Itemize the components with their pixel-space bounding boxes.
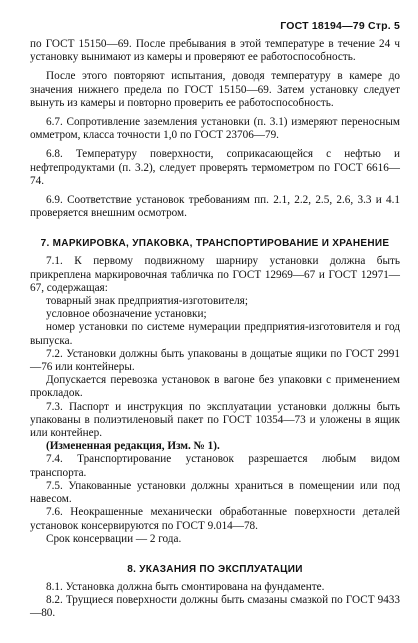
paragraph: 8.1. Установка должна быть смонтирована на фундаменте. bbox=[46, 580, 325, 593]
section-8-body bbox=[30, 581, 400, 621]
paragraph: условное обозначение установки; bbox=[46, 308, 207, 321]
paragraph: (Измененная редакция, Изм. № 1). bbox=[46, 440, 220, 453]
paragraph: по ГОСТ 15150—69. После пребывания в этой температуре в течение 24 ч установку вынимают из камеры и проверяют ее работоспособность. bbox=[30, 38, 400, 64]
paragraph: 7.6. Неокрашенные механически обработанные поверхности деталей установок консервируются по ГОСТ 9.014—78. bbox=[30, 506, 400, 532]
paragraph: 6.7. Сопротивление заземления установки (п. 3.1) измеряют переносным омметром, класса точности 1,0 по ГОСТ 23706—79. bbox=[30, 116, 400, 142]
paragraph: 6.9. Соответствие установок требованиям пп. 2.1, 2.2, 2.5, 2.6, 3.3 и 4.1 проверяется внешним осмотром. bbox=[30, 194, 400, 220]
paragraph: Допускается перевозка установок в вагоне без упаковки с применением прокладок. bbox=[30, 374, 400, 400]
paragraph: товарный знак предприятия-изготовителя; bbox=[46, 295, 248, 308]
paragraph: 7.2. Установки должны быть упакованы в дощатые ящики по ГОСТ 2991—76 или контейнеры. bbox=[30, 347, 400, 374]
paragraph: 7.5. Упакованные установки должны храниться в помещении или под навесом. bbox=[30, 479, 400, 506]
section-6-continuation bbox=[30, 38, 400, 220]
section-7-body bbox=[30, 255, 400, 545]
paragraph: Срок консервации — 2 года. bbox=[46, 532, 182, 545]
paragraph: 7.1. К первому подвижному шарниру установки должна быть прикреплена маркировочная табличка по ГОСТ 12969—67 и ГОСТ 12971—67, содержащая: bbox=[30, 255, 400, 294]
section-8-heading: 8. УКАЗАНИЯ ПО ЭКСПЛУАТАЦИИ bbox=[127, 563, 303, 575]
paragraph: 7.3. Паспорт и инструкция по эксплуатации установки должны быть упакованы в полиэтиленовый пакет по ГОСТ 10354—73 и уложены в ящик или контейнер. bbox=[30, 400, 400, 440]
paragraph: 8.2. Трущиеся поверхности должны быть смазаны смазкой по ГОСТ 9433—80. bbox=[30, 594, 400, 620]
paragraph: номер установки по системе нумерации предприятия-изготовителя и год выпуска. bbox=[30, 321, 400, 347]
paragraph: 7.4. Транспортирование установок разрешается любым видом транспорта. bbox=[30, 453, 400, 479]
paragraph: После этого повторяют испытания, доводя температуру в камере до значения нижнего предела по ГОСТ 15150—69. Затем установку следует вынуть из камеры и повторно проверить ее работоспособность. bbox=[30, 70, 400, 109]
paragraph: 6.8. Температуру поверхности, соприкасающейся с нефтью и нефтепродуктами (п. 3.2), следует проверять термометром по ГОСТ 6616—74. bbox=[30, 148, 400, 187]
section-7-heading: 7. МАРКИРОВКА, УПАКОВКА, ТРАНСПОРТИРОВАНИЕ И ХРАНЕНИЕ bbox=[40, 238, 390, 250]
running-header: ГОСТ 18194—79 Стр. 5 bbox=[280, 20, 400, 32]
